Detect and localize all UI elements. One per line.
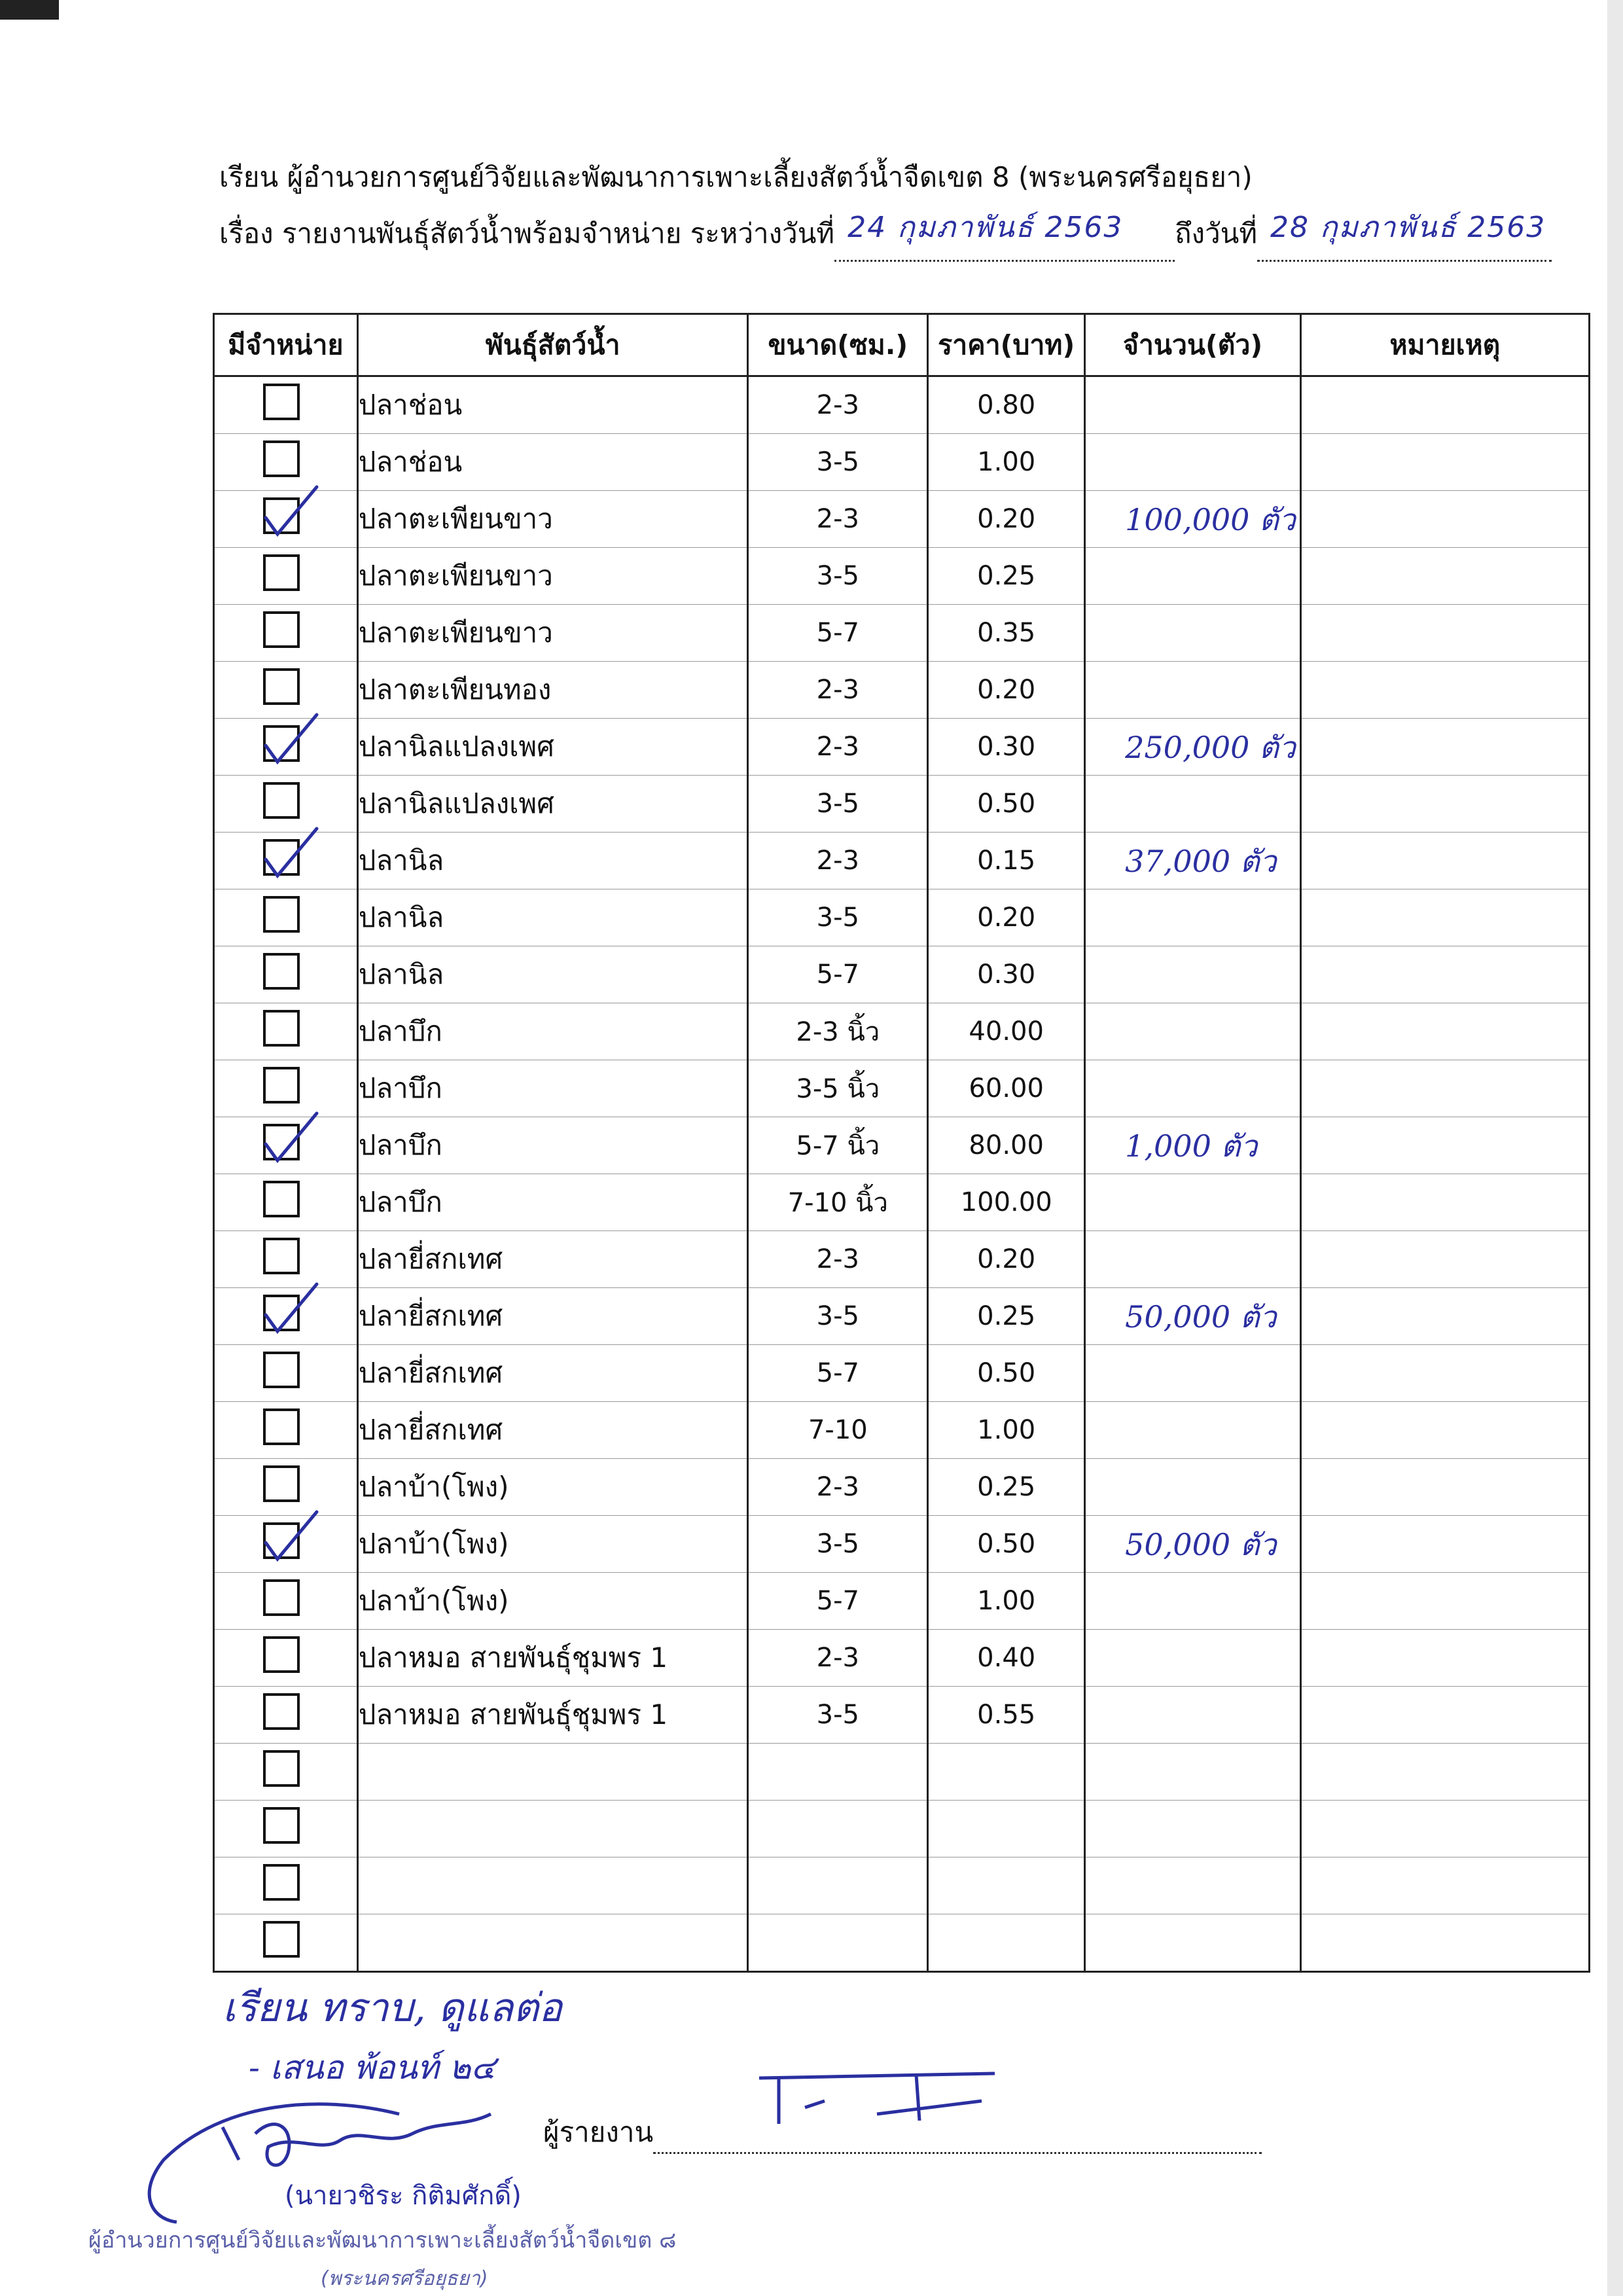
handwritten-note-line1: เรียน ทราบ, ดูแลต่อ: [223, 1985, 563, 2031]
remarks-cell: [1300, 434, 1589, 491]
quantity-cell: [1085, 662, 1301, 719]
availability-checkbox[interactable]: [263, 1636, 300, 1673]
availability-cell: [214, 1516, 358, 1573]
quantity-cell: [1085, 434, 1301, 491]
table-row: [214, 1630, 1590, 1687]
table-row: [214, 662, 1590, 719]
price-value: 0.15: [928, 833, 1085, 889]
species-name: ปลาตะเพียนขาว: [357, 491, 748, 548]
price-value: 0.25: [928, 1459, 1085, 1516]
size-value: 3-5: [748, 1687, 928, 1744]
size-value: 5-7: [748, 605, 928, 662]
quantity-cell: [1085, 1459, 1301, 1516]
quantity-cell: [1085, 1060, 1301, 1117]
size-value: 7-10: [748, 1402, 928, 1459]
size-value: 2-3: [748, 1231, 928, 1288]
species-name: ปลาตะเพียนทอง: [357, 662, 748, 719]
price-value: [928, 1914, 1085, 1972]
availability-checkbox[interactable]: [263, 953, 300, 990]
availability-cell: [214, 1288, 358, 1345]
species-name: ปลานิลแปลงเพศ: [357, 719, 748, 776]
table-row: [214, 1117, 1590, 1174]
availability-checkbox[interactable]: [263, 1010, 300, 1047]
quantity-cell: [1085, 1402, 1301, 1459]
quantity-cell: [1085, 1914, 1301, 1972]
table-row: [214, 889, 1590, 946]
table-row: [214, 1003, 1590, 1060]
remarks-cell: [1300, 1744, 1589, 1801]
price-value: 0.20: [928, 889, 1085, 946]
col-header-species: พันธุ์สัตว์น้ำ: [357, 314, 748, 376]
remarks-cell: [1300, 1801, 1589, 1857]
price-value: 80.00: [928, 1117, 1085, 1174]
remarks-cell: [1300, 1857, 1589, 1914]
table-row: [214, 1744, 1590, 1801]
size-value: 3-5 นิ้ว: [748, 1060, 928, 1117]
availability-cell: [214, 1117, 358, 1174]
availability-cell: [214, 1630, 358, 1687]
price-value: [928, 1744, 1085, 1801]
size-value: 3-5: [748, 1288, 928, 1345]
availability-checkbox[interactable]: [263, 384, 300, 420]
subject-prefix: เรื่อง รายงานพันธุ์สัตว์น้ำพร้อมจำหน่าย ระหว่างวันที่: [219, 217, 835, 249]
availability-checkbox[interactable]: [263, 1067, 300, 1103]
price-value: 0.20: [928, 1231, 1085, 1288]
availability-cell: [214, 1857, 358, 1914]
species-name: ปลายี่สกเทศ: [357, 1231, 748, 1288]
quantity-cell: [1085, 833, 1301, 889]
remarks-cell: [1300, 1174, 1589, 1231]
availability-cell: [214, 1003, 358, 1060]
table-row: [214, 376, 1590, 434]
table-row: [214, 1857, 1590, 1914]
availability-cell: [214, 1687, 358, 1744]
price-value: 100.00: [928, 1174, 1085, 1231]
availability-cell: [214, 376, 358, 434]
table-row: [214, 719, 1590, 776]
availability-cell: [214, 1801, 358, 1857]
price-value: 0.50: [928, 1516, 1085, 1573]
remarks-cell: [1300, 1630, 1589, 1687]
quantity-cell: [1085, 548, 1301, 605]
table-row: [214, 434, 1590, 491]
availability-cell: [214, 889, 358, 946]
availability-checkbox[interactable]: [263, 1921, 300, 1958]
price-value: 40.00: [928, 1003, 1085, 1060]
remarks-cell: [1300, 833, 1589, 889]
reporter-line: [543, 2111, 1262, 2154]
reporter-dots: [653, 2126, 1262, 2154]
size-value: 2-3 นิ้ว: [748, 1003, 928, 1060]
size-value: 2-3: [748, 491, 928, 548]
from-date-field: [834, 211, 1175, 262]
quantity-cell: [1085, 1516, 1301, 1573]
col-header-quantity: จำนวน(ตัว): [1085, 314, 1301, 376]
availability-checkbox[interactable]: [263, 1352, 300, 1388]
remarks-cell: [1300, 376, 1589, 434]
availability-cell: [214, 1345, 358, 1402]
size-value: 5-7 นิ้ว: [748, 1117, 928, 1174]
quantity-handwritten: 1,000 ตัว: [1125, 1128, 1258, 1164]
table-row: [214, 833, 1590, 889]
species-name: ปลาหมอ สายพันธุ์ชุมพร 1: [357, 1687, 748, 1744]
table-row: [214, 1402, 1590, 1459]
size-value: [748, 1801, 928, 1857]
table-row: [214, 605, 1590, 662]
size-value: 5-7: [748, 1573, 928, 1630]
remarks-cell: [1300, 1914, 1589, 1972]
quantity-cell: [1085, 1231, 1301, 1288]
quantity-cell: [1085, 1630, 1301, 1687]
price-value: 0.30: [928, 719, 1085, 776]
table-row: [214, 1801, 1590, 1857]
handwritten-check-icon: [259, 1279, 321, 1338]
quantity-cell: [1085, 719, 1301, 776]
handwritten-note-line2: - เสนอ พ้อนท์ ๒๔: [249, 2049, 496, 2087]
table-row: [214, 1288, 1590, 1345]
remarks-cell: [1300, 491, 1589, 548]
availability-checkbox[interactable]: [263, 554, 300, 591]
species-name: [357, 1914, 748, 1972]
species-name: ปลานิลแปลงเพศ: [357, 776, 748, 833]
to-date-handwritten: 28 กุมภาพันธ์ 2563: [1270, 211, 1546, 244]
to-date-field: [1257, 211, 1552, 262]
table-row: [214, 776, 1590, 833]
species-name: [357, 1801, 748, 1857]
availability-cell: [214, 1573, 358, 1630]
quantity-cell: [1085, 376, 1301, 434]
availability-cell: [214, 1914, 358, 1972]
species-name: ปลาตะเพียนขาว: [357, 605, 748, 662]
species-name: ปลายี่สกเทศ: [357, 1345, 748, 1402]
size-value: 3-5: [748, 1516, 928, 1573]
quantity-cell: [1085, 1345, 1301, 1402]
quantity-cell: [1085, 1857, 1301, 1914]
quantity-cell: [1085, 1288, 1301, 1345]
table-row: [214, 1231, 1590, 1288]
handwritten-check-icon: [259, 482, 321, 541]
table-row: [214, 1345, 1590, 1402]
size-value: 3-5: [748, 776, 928, 833]
remarks-cell: [1300, 776, 1589, 833]
size-value: 2-3: [748, 833, 928, 889]
quantity-handwritten: 50,000 ตัว: [1125, 1527, 1277, 1562]
quantity-handwritten: 50,000 ตัว: [1125, 1299, 1277, 1335]
table-row: [214, 1914, 1590, 1972]
species-name: ปลาบึก: [357, 1003, 748, 1060]
col-header-price: ราคา(บาท): [928, 314, 1085, 376]
species-name: ปลาช่อน: [357, 376, 748, 434]
species-name: ปลาบ้า(โพง): [357, 1573, 748, 1630]
species-name: ปลานิล: [357, 833, 748, 889]
size-value: 5-7: [748, 946, 928, 1003]
availability-checkbox[interactable]: [263, 1408, 300, 1445]
availability-checkbox[interactable]: [263, 668, 300, 705]
species-name: [357, 1857, 748, 1914]
quantity-cell: [1085, 1003, 1301, 1060]
availability-checkbox[interactable]: [263, 782, 300, 819]
table-row: [214, 1459, 1590, 1516]
table-row: [214, 1516, 1590, 1573]
col-header-size: ขนาด(ซม.): [748, 314, 928, 376]
table-header-row: [214, 314, 1590, 376]
quantity-handwritten: 250,000 ตัว: [1125, 730, 1296, 765]
price-value: 0.25: [928, 548, 1085, 605]
availability-checkbox[interactable]: [263, 1750, 300, 1787]
availability-cell: [214, 491, 358, 548]
quantity-cell: [1085, 491, 1301, 548]
size-value: [748, 1744, 928, 1801]
to-date-label: ถึงวันที่: [1175, 217, 1258, 249]
handwritten-check-icon: [259, 709, 321, 768]
remarks-cell: [1300, 1516, 1589, 1573]
quantity-cell: [1085, 1801, 1301, 1857]
availability-checkbox[interactable]: [263, 1465, 300, 1502]
remarks-cell: [1300, 605, 1589, 662]
size-value: 2-3: [748, 719, 928, 776]
size-value: [748, 1857, 928, 1914]
quantity-handwritten: 100,000 ตัว: [1125, 502, 1296, 537]
handwritten-check-icon: [259, 1507, 321, 1566]
price-value: 0.35: [928, 605, 1085, 662]
price-value: [928, 1801, 1085, 1857]
availability-checkbox[interactable]: [263, 611, 300, 648]
species-table: [213, 313, 1590, 1973]
price-value: 0.20: [928, 491, 1085, 548]
availability-cell: [214, 1744, 358, 1801]
species-name: ปลาบ้า(โพง): [357, 1459, 748, 1516]
availability-cell: [214, 719, 358, 776]
availability-checkbox[interactable]: [263, 1579, 300, 1616]
remarks-cell: [1300, 548, 1589, 605]
price-value: 0.50: [928, 1345, 1085, 1402]
price-value: [928, 1857, 1085, 1914]
table-row: [214, 946, 1590, 1003]
quantity-cell: [1085, 946, 1301, 1003]
table-row: [214, 1573, 1590, 1630]
quantity-cell: [1085, 605, 1301, 662]
price-value: 0.20: [928, 662, 1085, 719]
species-name: ปลายี่สกเทศ: [357, 1402, 748, 1459]
availability-cell: [214, 946, 358, 1003]
col-header-remarks: หมายเหตุ: [1300, 314, 1589, 376]
availability-cell: [214, 1174, 358, 1231]
availability-checkbox[interactable]: [263, 440, 300, 477]
table-row: [214, 1060, 1590, 1117]
price-value: 0.25: [928, 1288, 1085, 1345]
letter-header: [219, 149, 1561, 262]
availability-checkbox[interactable]: [263, 1181, 300, 1217]
species-name: ปลาช่อน: [357, 434, 748, 491]
col-header-available: มีจำหน่าย: [214, 314, 358, 376]
subject-line: [219, 206, 1561, 262]
table-row: [214, 491, 1590, 548]
scan-edge-shadow: [1607, 0, 1623, 2296]
quantity-cell: [1085, 1687, 1301, 1744]
table-row: [214, 548, 1590, 605]
size-value: [748, 1914, 928, 1972]
size-value: 3-5: [748, 434, 928, 491]
price-value: 0.50: [928, 776, 1085, 833]
species-name: ปลาตะเพียนขาว: [357, 548, 748, 605]
availability-checkbox[interactable]: [263, 1238, 300, 1274]
size-value: 5-7: [748, 1345, 928, 1402]
species-name: ปลาบึก: [357, 1117, 748, 1174]
remarks-cell: [1300, 1003, 1589, 1060]
remarks-cell: [1300, 1345, 1589, 1402]
remarks-cell: [1300, 662, 1589, 719]
price-value: 60.00: [928, 1060, 1085, 1117]
availability-checkbox[interactable]: [263, 1864, 300, 1901]
price-value: 0.80: [928, 376, 1085, 434]
remarks-cell: [1300, 1573, 1589, 1630]
species-name: ปลายี่สกเทศ: [357, 1288, 748, 1345]
species-name: ปลาบึก: [357, 1060, 748, 1117]
remarks-cell: [1300, 1060, 1589, 1117]
price-value: 0.40: [928, 1630, 1085, 1687]
price-value: 1.00: [928, 1573, 1085, 1630]
availability-cell: [214, 548, 358, 605]
price-value: 0.55: [928, 1687, 1085, 1744]
availability-checkbox[interactable]: [263, 1807, 300, 1844]
remarks-cell: [1300, 1117, 1589, 1174]
quantity-cell: [1085, 889, 1301, 946]
signer-name: (นายวชิระ กิติมศักดิ์): [285, 2181, 522, 2211]
quantity-cell: [1085, 1573, 1301, 1630]
size-value: 2-3: [748, 1459, 928, 1516]
remarks-cell: [1300, 1402, 1589, 1459]
remarks-cell: [1300, 1288, 1589, 1345]
from-date-handwritten: 24 กุมภาพันธ์ 2563: [847, 211, 1124, 244]
price-value: 0.30: [928, 946, 1085, 1003]
species-name: ปลานิล: [357, 889, 748, 946]
price-value: 1.00: [928, 1402, 1085, 1459]
quantity-cell: [1085, 1117, 1301, 1174]
size-value: 2-3: [748, 1630, 928, 1687]
stamp-title: ผู้อำนวยการศูนย์วิจัยและพัฒนาการเพาะเลี้ยงสัตว์น้ำจืดเขต ๘: [88, 2227, 677, 2253]
remarks-cell: [1300, 719, 1589, 776]
availability-cell: [214, 833, 358, 889]
reporter-label: ผู้รายงาน: [543, 2116, 654, 2148]
handwritten-check-icon: [259, 1108, 321, 1167]
species-name: ปลานิล: [357, 946, 748, 1003]
size-value: 2-3: [748, 376, 928, 434]
species-name: [357, 1744, 748, 1801]
remarks-cell: [1300, 946, 1589, 1003]
scan-edge-mark: [0, 0, 59, 20]
price-value: 1.00: [928, 434, 1085, 491]
availability-checkbox[interactable]: [263, 896, 300, 933]
species-name: ปลาบึก: [357, 1174, 748, 1231]
handwritten-check-icon: [259, 823, 321, 882]
availability-cell: [214, 605, 358, 662]
availability-checkbox[interactable]: [263, 1693, 300, 1730]
size-value: 3-5: [748, 889, 928, 946]
to-line: เรียน ผู้อำนวยการศูนย์วิจัยและพัฒนาการเพาะเลี้ยงสัตว์น้ำจืดเขต 8 (พระนครศรีอยุธยา): [219, 161, 1253, 193]
stamp-subtitle: (พระนครศรีอยุธยา): [321, 2267, 488, 2290]
species-name: ปลาหมอ สายพันธุ์ชุมพร 1: [357, 1630, 748, 1687]
table-row: [214, 1687, 1590, 1744]
availability-cell: [214, 1402, 358, 1459]
quantity-handwritten: 37,000 ตัว: [1125, 844, 1277, 879]
table-row: [214, 1174, 1590, 1231]
quantity-cell: [1085, 1174, 1301, 1231]
remarks-cell: [1300, 1231, 1589, 1288]
size-value: 2-3: [748, 662, 928, 719]
remarks-cell: [1300, 1459, 1589, 1516]
remarks-cell: [1300, 889, 1589, 946]
size-value: 7-10 นิ้ว: [748, 1174, 928, 1231]
size-value: 3-5: [748, 548, 928, 605]
remarks-cell: [1300, 1687, 1589, 1744]
quantity-cell: [1085, 776, 1301, 833]
species-name: ปลาบ้า(โพง): [357, 1516, 748, 1573]
quantity-cell: [1085, 1744, 1301, 1801]
